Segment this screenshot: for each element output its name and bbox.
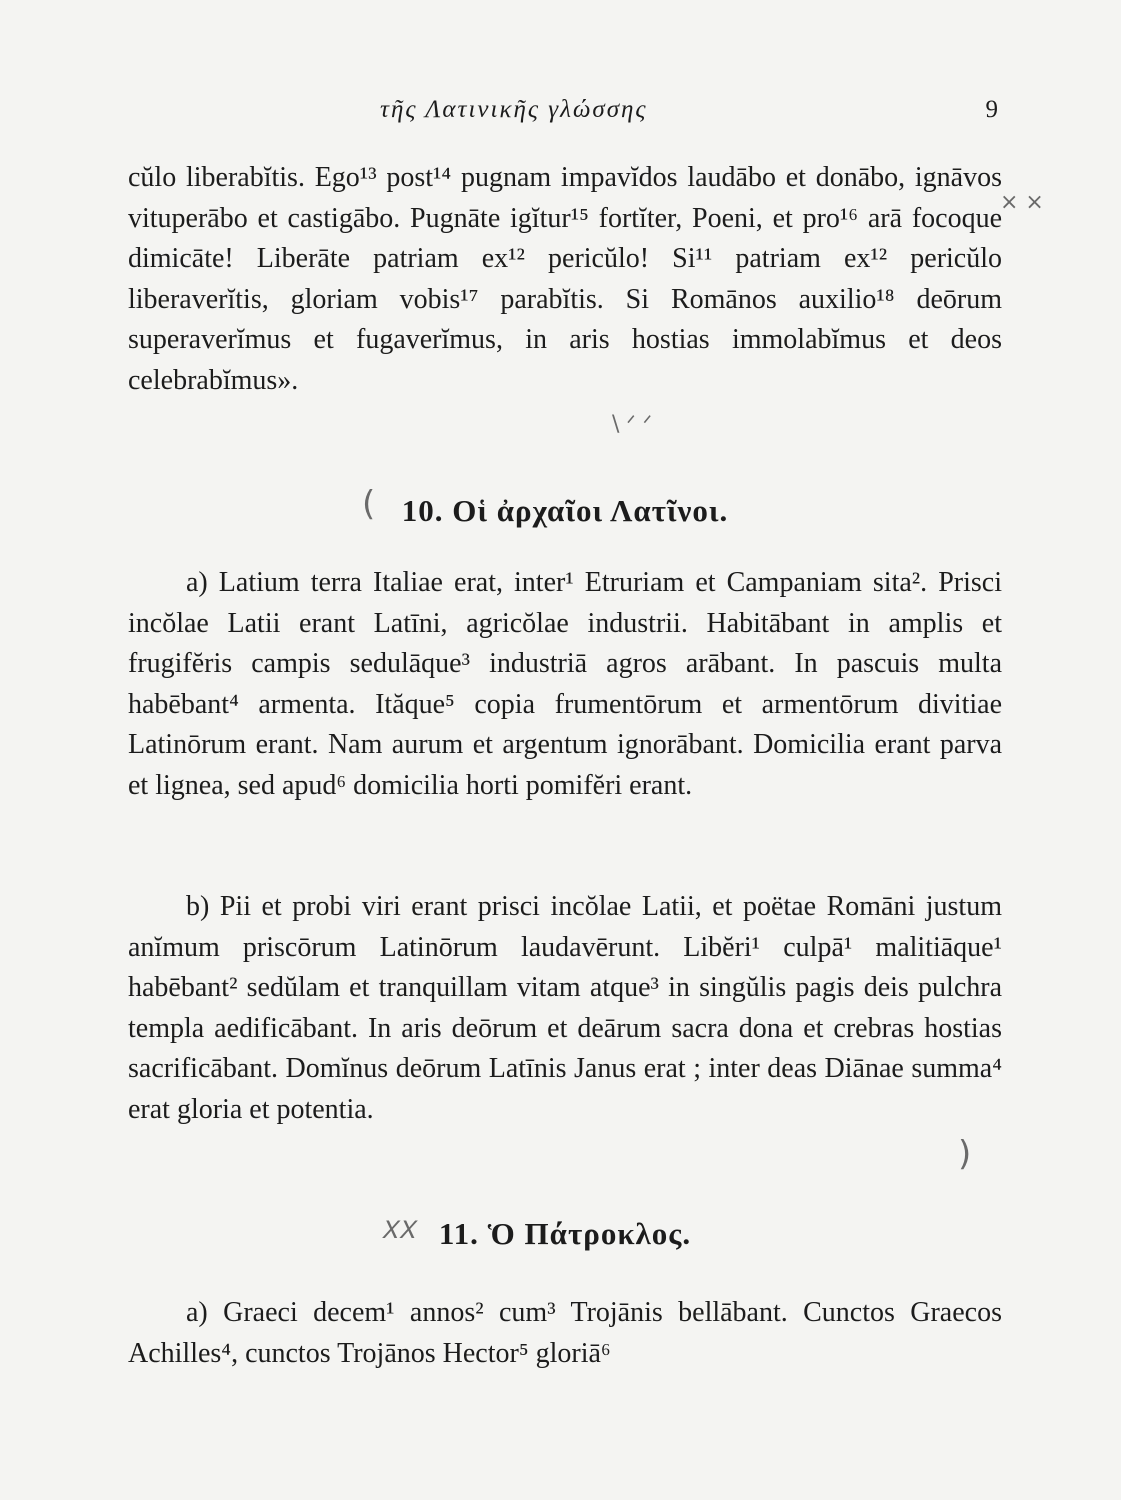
section-heading-10: 10. Οἱ ἀρχαῖοι Λατῖνοι.	[401, 493, 729, 528]
running-header	[130, 96, 1000, 130]
paragraph-text: b) Pii et probi viri erant prisci incŏlae Latii, et poëtae Romāni justum anĭmum priscōrum Latinōrum laudavērunt. Libĕri¹ culpā¹ malitiāque¹ habēbant² sedŭlam et tranquillam vitam atque³ in singŭlis pagis deis pulchra templa aedificābant. In aris deōrum et deārum sacra dona et crebras hostias sacrificābant. Domĭnus deōrum Latīnis Janus erat ; inter deas Diānae summa⁴ erat gloria et potentia.	[128, 891, 1002, 1125]
pencil-mark-margin: × ×	[1000, 190, 1044, 215]
page-number: 9	[985, 96, 1000, 123]
pencil-bracket-open: (	[362, 484, 376, 524]
section-heading-11: 11. Ὁ Πάτροκλος.	[438, 1216, 692, 1251]
section-11-paragraph-a	[128, 1293, 1002, 1374]
paragraph-text: a) Graeci decem¹ annos² cum³ Trojānis bellābant. Cunctos Graecos Achilles⁴, cunctos Trojānos Hector⁵ gloriā⁶	[128, 1297, 1002, 1369]
pencil-mark-inline: \ ᐟ ᐟ	[612, 412, 653, 437]
paragraph-text: cŭlo liberabĭtis. Ego¹³ post¹⁴ pugnam impavĭdos laudābo et donābo, ignāvos vituperābo et castigābo. Pugnāte igĭtur¹⁵ fortĭter, Poeni, et pro¹⁶ arā focoque dimicāte! Liberāte patriam ex¹² pericŭlo! Si¹¹ patriam ex¹² pericŭlo liberaverĭtis, gloriam vobis¹⁷ parabĭtis. Si Romānos auxilio¹⁸ deōrum superaverĭmus et fugaverĭmus, in aris hostias immolabĭmus et deos celebrabĭmus».	[128, 162, 1002, 396]
pencil-bracket-close: )	[958, 1134, 972, 1174]
section-10-paragraph-b	[128, 887, 1002, 1130]
paragraph-carryover	[128, 158, 1002, 401]
running-title: τῆς Λατινικῆς γλώσσης	[380, 96, 648, 123]
section-10-paragraph-a	[128, 563, 1002, 806]
paragraph-text: a) Latium terra Italiae erat, inter¹ Etruriam et Campaniam sita². Prisci incŏlae Latii erant Latīni, agricŏlae industrii. Habitābant in amplis et frugifĕris campis sedulāque³ industriā agros arābant. In pascuis multa habēbant⁴ armenta. Ităque⁵ copia frumentōrum et armentōrum divitiae Latinōrum erant. Nam aurum et argentum ignorābant. Domicilia erant parva et lignea, sed apud⁶ domicilia horti pomifĕri erant.	[128, 567, 1002, 801]
pencil-mark-heading-11: 𝑋𝑋	[382, 1216, 417, 1244]
